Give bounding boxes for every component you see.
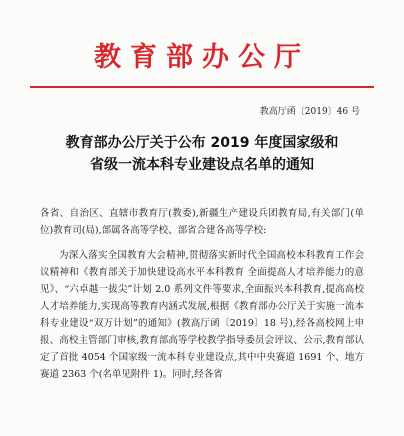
body-paragraph-1: 为深入落实全国教育大会精神,贯彻落实新时代全国高校本科教育工作会议精神和《教育部关于加快建设高水平本科教育 全面提高人才培养能力的意见》、“六卓越一拔尖”计划 2.0 系列文件等要求,全面振兴本科教育,提高高校人才培养能力,实现高等教育内涵式发展,根据《教育部办公厅关于实施一流本科专业建设“双万计划”的通知》(教高厅函〔2019〕18 号),经各高校网上申报、高校主管部门审核,教育部高等学校教学指导委员会评议、公示,教育部认定了首批 4054 个国家级一流本科专业建设点,其中中央赛道 1691 个、地方赛道 2363 个(名单见附件 1)。同时,经各省 [40, 250, 364, 380]
title-line-2: 省级一流本科专业建设点名单的通知 [90, 157, 314, 173]
document-number: 教高厅函〔2019〕46 号 [259, 107, 360, 117]
title-line-1: 教育部办公厅关于公布 2019 年度国家级和 [65, 135, 339, 151]
letterhead-red-rule [30, 86, 374, 88]
document-title [0, 132, 404, 176]
office-letterhead: 教育部办公厅 [94, 42, 310, 73]
salutation: 各省、自治区、直辖市教育厅(教委),新疆生产建设兵团教育局,有关部门(单位)教育司(局),部属各高等学校、部省合建各高等学校: [40, 208, 364, 236]
document-body [40, 205, 364, 387]
